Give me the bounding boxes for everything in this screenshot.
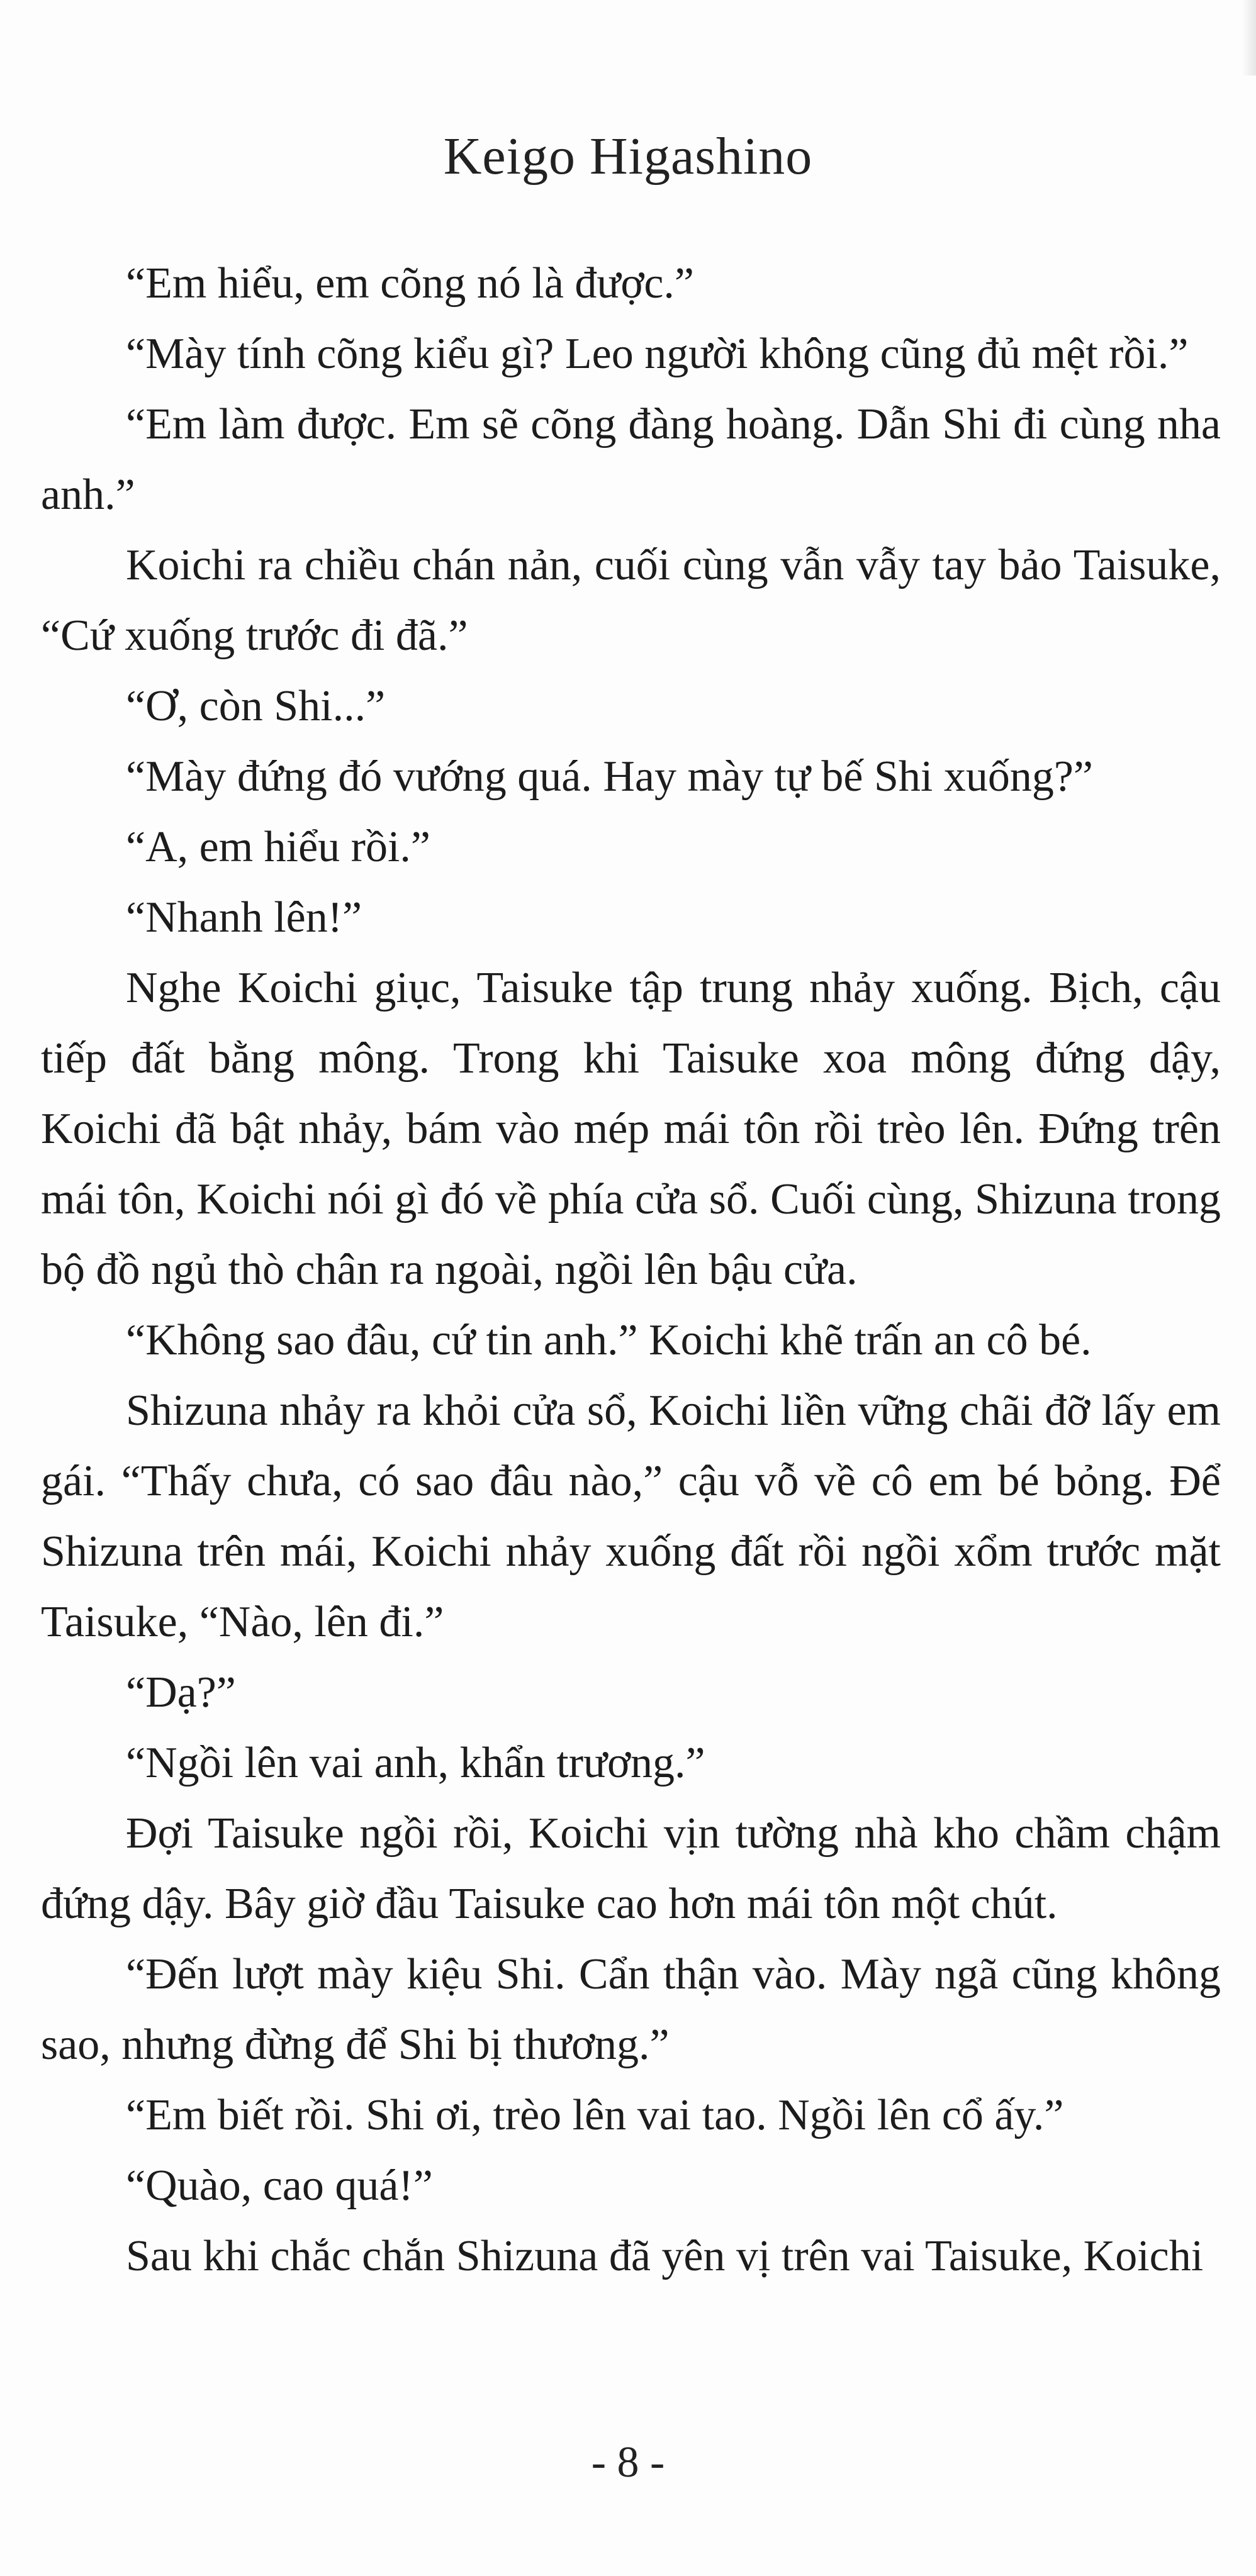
paragraph: “Không sao đâu, cứ tin anh.” Koichi khẽ trấn an cô bé. — [126, 1316, 1092, 1364]
paragraph: “Quào, cao quá!” — [126, 2161, 433, 2210]
paragraph: “Em biết rồi. Shi ơi, trèo lên vai tao. Ngồi lên cổ ấy.” — [126, 2091, 1064, 2139]
paragraph: “Dạ?” — [126, 1668, 236, 1717]
paragraph: Đợi Taisuke ngồi rồi, Koichi vịn tường nhà kho chầm chậm đứng dậy. Bây giờ đầu Taisuke cao hơn mái tôn một chút. — [41, 1809, 1221, 1928]
paragraph: “Mày tính cõng kiểu gì? Leo người không cũng đủ mệt rồi.” — [126, 330, 1189, 378]
page-body — [41, 248, 1221, 2292]
paragraph: Shizuna nhảy ra khỏi cửa sổ, Koichi liền vững chãi đỡ lấy em gái. “Thấy chưa, có sao đâu nào,” cậu vỗ về cô em bé bỏng. Để Shizuna trên mái, Koichi nhảy xuống đất rồi ngồi xổm trước mặt Taisuke, “Nào, lên đi.” — [41, 1386, 1221, 1646]
paragraph: “Em hiểu, em cõng nó là được.” — [126, 259, 694, 308]
paragraph: Nghe Koichi giục, Taisuke tập trung nhảy xuống. Bịch, cậu tiếp đất bằng mông. Trong khi Taisuke xoa mông đứng dậy, Koichi đã bật nhảy, bám vào mép mái tôn rồi trèo lên. Đứng trên mái tôn, Koichi nói gì đó về phía cửa sổ. Cuối cùng, Shizuna trong bộ đồ ngủ thò chân ra ngoài, ngồi lên bậu cửa. — [41, 964, 1221, 1294]
paragraph: Sau khi chắc chắn Shizuna đã yên vị trên vai Taisuke, Koichi — [126, 2232, 1204, 2280]
paragraph: Koichi ra chiều chán nản, cuối cùng vẫn vẫy tay bảo Taisuke, “Cứ xuống trước đi đã.” — [41, 541, 1221, 660]
paragraph: “Ơ, còn Shi...” — [126, 682, 386, 730]
paragraph: “Nhanh lên!” — [126, 893, 362, 942]
paragraph: “Đến lượt mày kiệu Shi. Cẩn thận vào. Mày ngã cũng không sao, nhưng đừng để Shi bị thương.” — [41, 1950, 1221, 2069]
paragraph: “Em làm được. Em sẽ cõng đàng hoàng. Dẫn Shi đi cùng nha anh.” — [41, 400, 1221, 519]
paragraph: “A, em hiểu rồi.” — [126, 823, 430, 871]
paragraph: “Mày đứng đó vướng quá. Hay mày tự bế Shi xuống?” — [126, 752, 1093, 801]
page-edge-shadow — [1242, 0, 1256, 75]
paragraph: “Ngồi lên vai anh, khẩn trương.” — [126, 1739, 705, 1787]
page-number: - 8 - — [591, 2438, 665, 2487]
running-header-author: Keigo Higashino — [443, 127, 813, 186]
